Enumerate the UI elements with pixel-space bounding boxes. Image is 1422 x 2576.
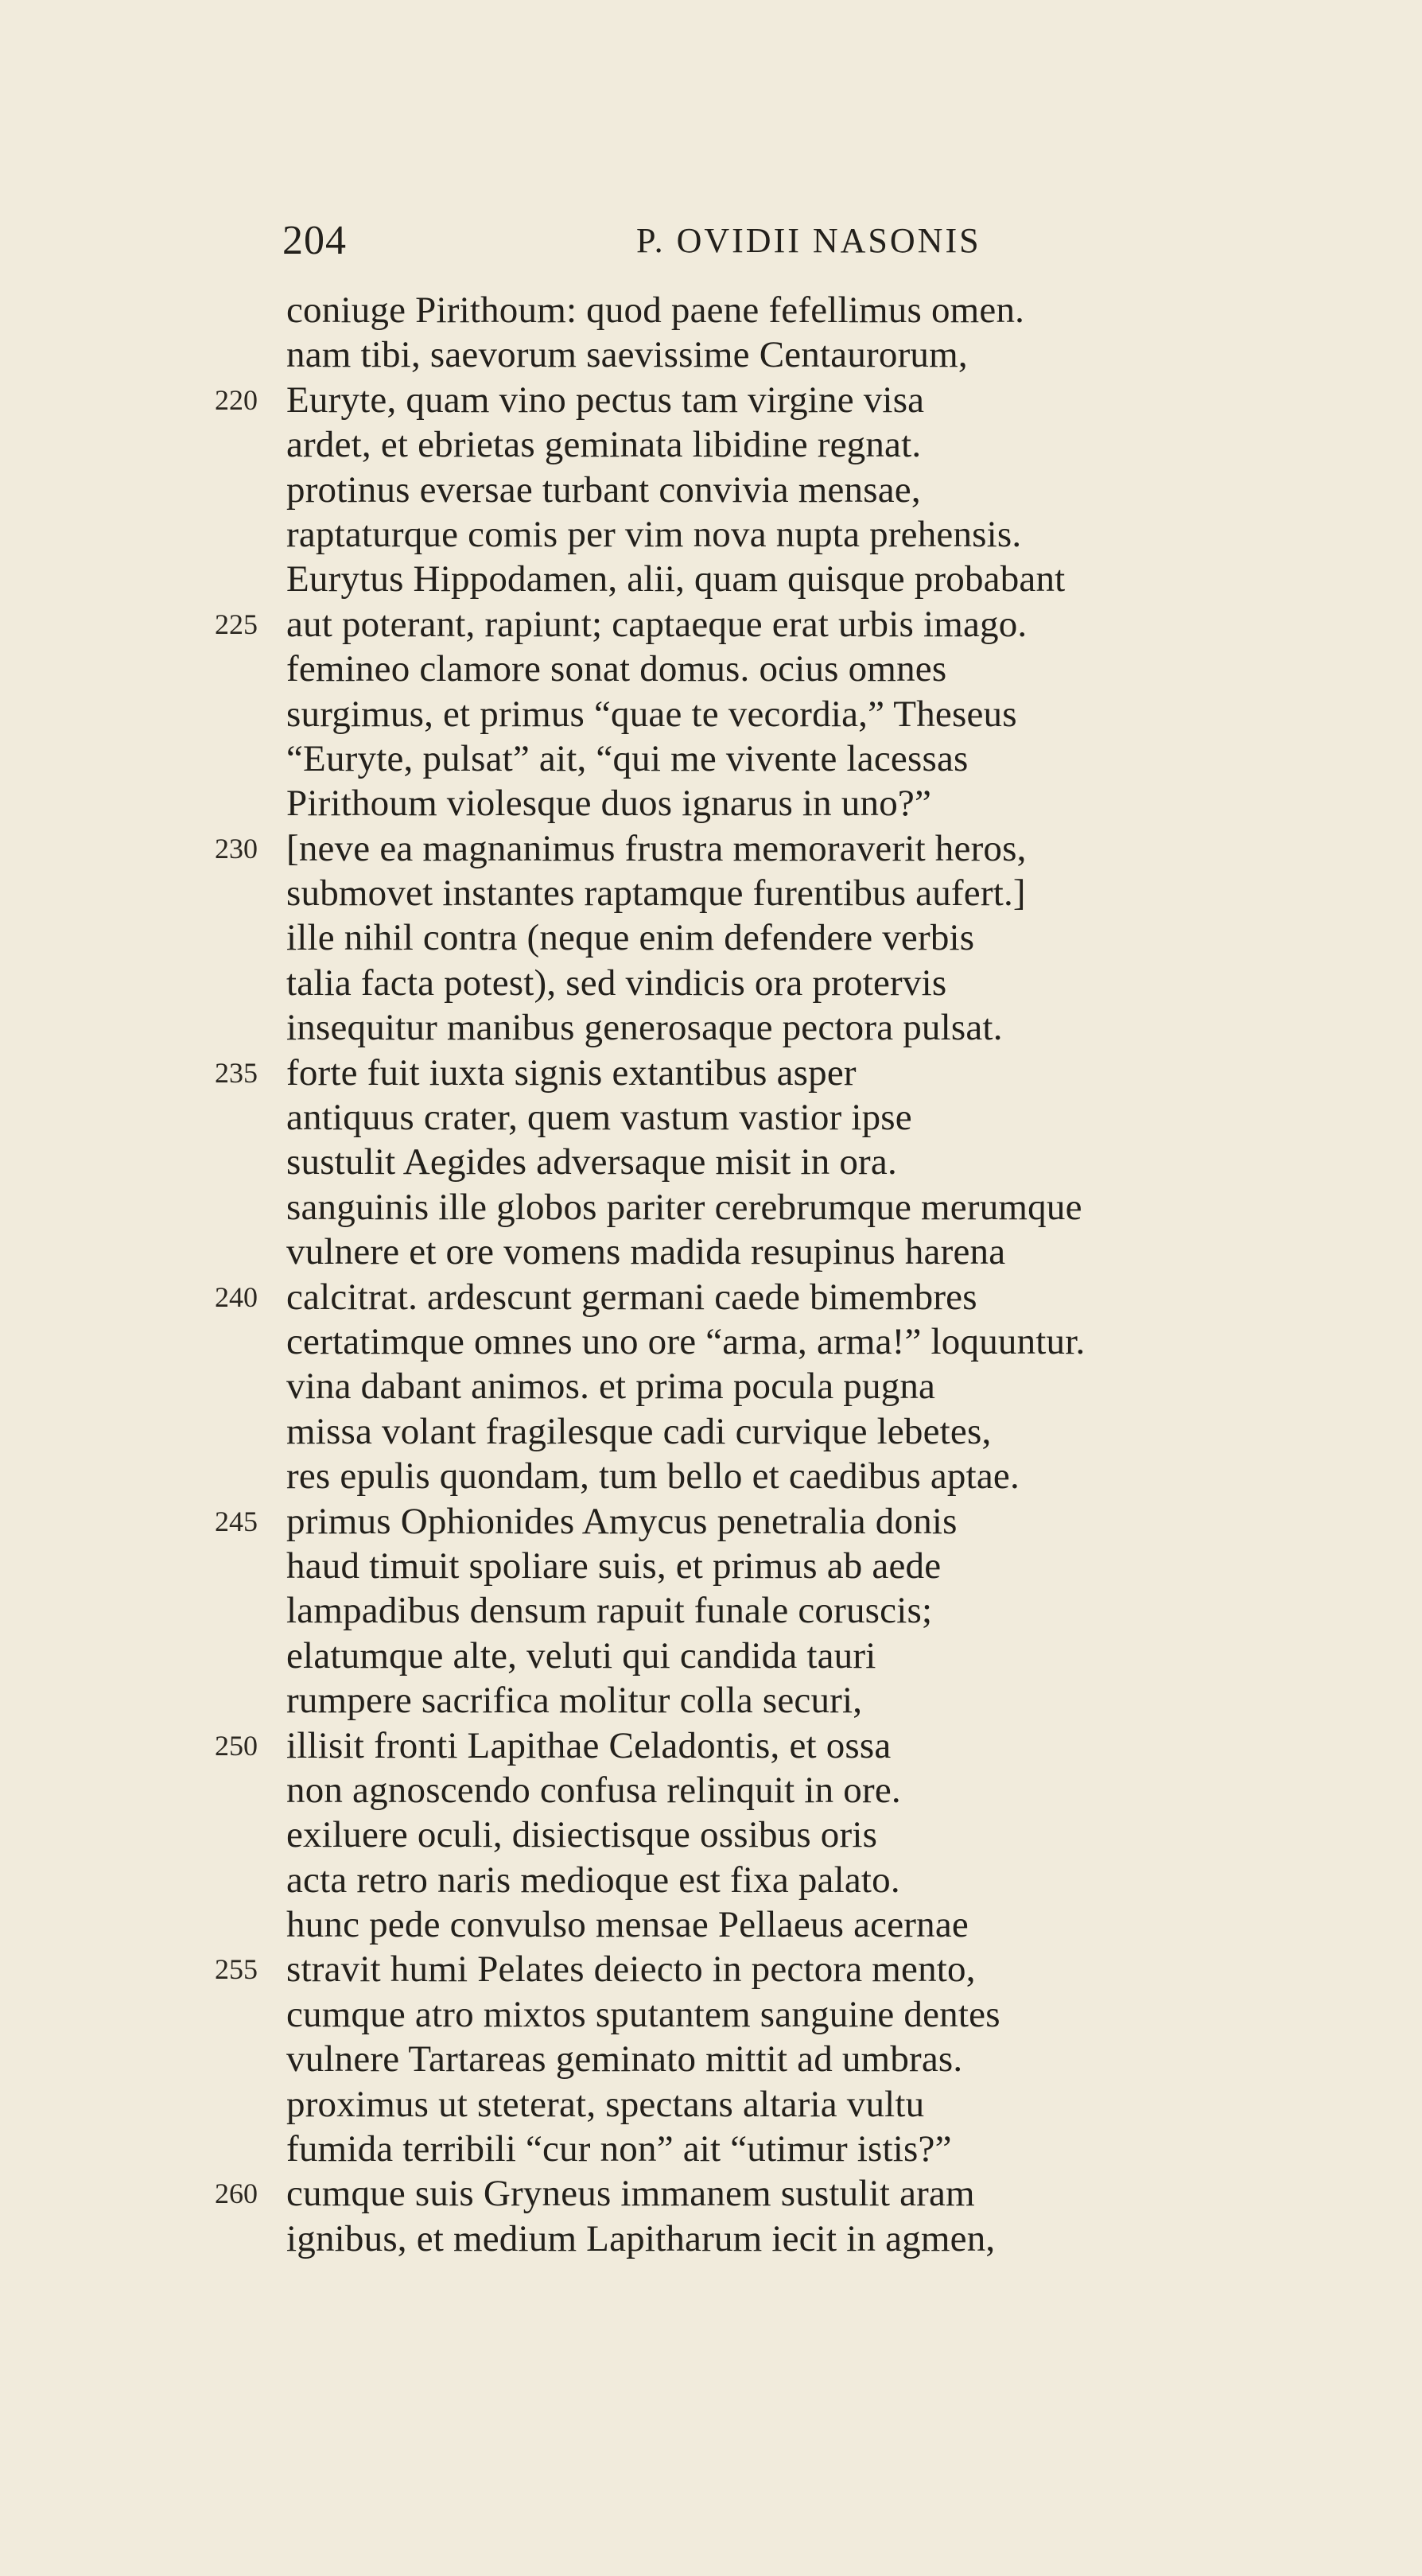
verse-line-text: non agnoscendo confusa relinquit in ore.: [286, 1769, 901, 1811]
line-number: 240: [215, 1280, 258, 1313]
verse-line: [0, 692, 1422, 736]
verse-line: [0, 1813, 1422, 1857]
line-number: 235: [215, 1056, 258, 1089]
verse-line-text: Euryte, quam vino pectus tam virgine visa: [286, 379, 925, 421]
verse-line-text: ignibus, et medium Lapitharum iecit in agmen,: [286, 2217, 996, 2259]
verse-line: [0, 2082, 1422, 2127]
line-number: 250: [215, 1729, 258, 1762]
verse-line: [0, 1454, 1422, 1498]
verse-line: [0, 422, 1422, 467]
verse-line: [0, 1364, 1422, 1408]
verse-line: [0, 1319, 1422, 1364]
line-number: 220: [215, 383, 258, 416]
verse-line: [0, 1499, 1422, 1544]
verse-line: [0, 1947, 1422, 1991]
verse-line-text: cumque suis Gryneus immanem sustulit aram: [286, 2173, 975, 2215]
verse-line-text: sustulit Aegides adversaque misit in ora.: [286, 1141, 897, 1183]
verse-line-text: aut poterant, rapiunt; captaeque erat urbis imago.: [286, 603, 1028, 645]
verse-line: [0, 1051, 1422, 1095]
line-number: 225: [215, 608, 258, 640]
verse-line: [0, 1409, 1422, 1454]
verse-line: [0, 1723, 1422, 1768]
verse-line: [0, 1992, 1422, 2037]
verse-line: [0, 736, 1422, 781]
verse-line-text: stravit humi Pelates deiecto in pectora mento,: [286, 1949, 976, 1991]
verse-line-text: elatumque alte, veluti qui candida tauri: [286, 1634, 876, 1677]
verse-line-text: raptaturque comis per vim nova nupta prehensis.: [286, 513, 1022, 555]
verse-line: [0, 1185, 1422, 1230]
line-number: 245: [215, 1505, 258, 1537]
verse-line-text: cumque atro mixtos sputantem sanguine dentes: [286, 1993, 1000, 2035]
verse-line-text: submovet instantes raptamque furentibus aufert.]: [286, 872, 1026, 915]
verse-line: [0, 468, 1422, 512]
verse-line: [0, 2127, 1422, 2171]
verse-line-text: vulnere Tartareas geminato mittit ad umbras.: [286, 2038, 963, 2081]
verse-line-text: vina dabant animos. et prima pocula pugna: [286, 1366, 936, 1408]
page-header: [282, 213, 1022, 269]
verse-line-text: [neve ea magnanimus frustra memoraverit heros,: [286, 827, 1027, 869]
verse-line-text: res epulis quondam, tum bello et caedibus aptae.: [286, 1455, 1020, 1498]
verse-line-text: nam tibi, saevorum saevissime Centaurorum,: [286, 334, 968, 376]
verse-line-text: primus Ophionides Amycus penetralia donis: [286, 1500, 958, 1542]
verse-line-text: certatimque omnes uno ore “arma, arma!” loquuntur.: [286, 1320, 1086, 1362]
verse-line-text: ille nihil contra (neque enim defendere verbis: [286, 917, 975, 959]
verse-line: [0, 1678, 1422, 1723]
verse-line: [0, 647, 1422, 691]
verse-line: [0, 1544, 1422, 1588]
verse-line: [0, 512, 1422, 557]
verse-line-text: rumpere sacrifica molitur colla securi,: [286, 1680, 863, 1722]
verse-line-text: coniuge Pirithoum: quod paene fefellimus omen.: [286, 289, 1025, 331]
verse-line-text: hunc pede convulso mensae Pellaeus acernae: [286, 1904, 969, 1946]
verse-line-text: antiquus crater, quem vastum vastior ipse: [286, 1097, 912, 1139]
verse-line: [0, 2171, 1422, 2216]
verse-line: [0, 1768, 1422, 1813]
verse-line-text: haud timuit spoliare suis, et primus ab aede: [286, 1544, 942, 1587]
verse-line-text: acta retro naris medioque est fixa palato.: [286, 1859, 900, 1901]
verse-line-text: insequitur manibus generosaque pectora pulsat.: [286, 1007, 1003, 1049]
verse-line-text: missa volant fragilesque cadi curvique lebetes,: [286, 1410, 992, 1452]
verse-line-text: calcitrat. ardescunt germani caede bimembres: [286, 1276, 977, 1318]
page-number: 204: [282, 218, 347, 263]
verse-line-text: Eurytus Hippodamen, alii, quam quisque probabant: [286, 558, 1066, 600]
verse-line: [0, 871, 1422, 915]
verse-line-text: sanguinis ille globos pariter cerebrumque merumque: [286, 1186, 1082, 1228]
verse-line-text: lampadibus densum rapuit funale coruscis;: [286, 1590, 933, 1632]
verse-line: [0, 2217, 1422, 2261]
verse-line-text: Pirithoum violesque duos ignarus in uno?”: [286, 783, 932, 825]
verse-line: [0, 288, 1422, 332]
line-number: 230: [215, 832, 258, 864]
verse-line-text: fumida terribili “cur non” ait “utimur istis?”: [286, 2128, 952, 2170]
verse-line: [0, 2037, 1422, 2081]
verse-line-text: “Euryte, pulsat” ait, “qui me vivente lacessas: [286, 737, 969, 779]
line-number: 255: [215, 1953, 258, 1986]
verse-line: [0, 1902, 1422, 1947]
verse-line-text: talia facta potest), sed vindicis ora protervis: [286, 962, 947, 1004]
verse-line-text: protinus eversae turbant convivia mensae,: [286, 468, 921, 511]
verse-line: [0, 1634, 1422, 1678]
verse-line-text: forte fuit iuxta signis extantibus asper: [286, 1051, 857, 1094]
verse-line-text: proximus ut steterat, spectans altaria vultu: [286, 2083, 925, 2125]
verse-line-text: illisit fronti Lapithae Celadontis, et ossa: [286, 1724, 892, 1766]
verse-line: [0, 1230, 1422, 1274]
verse-line-text: vulnere et ore vomens madida resupinus harena: [286, 1231, 1006, 1273]
verse-line-text: femineo clamore sonat domus. ocius omnes: [286, 648, 947, 690]
running-title: P. OVIDII NASONIS: [636, 221, 981, 260]
verse-line: [0, 332, 1422, 377]
verse-line: [0, 781, 1422, 826]
verse-line: [0, 602, 1422, 647]
verse-text-block: [0, 288, 1422, 2261]
verse-line: [0, 826, 1422, 871]
verse-line: [0, 557, 1422, 601]
verse-line: [0, 1275, 1422, 1319]
verse-line-text: ardet, et ebrietas geminata libidine regnat.: [286, 424, 922, 466]
verse-line: [0, 1095, 1422, 1140]
line-number: 260: [215, 2178, 258, 2210]
verse-line-text: surgimus, et primus “quae te vecordia,” Theseus: [286, 693, 1017, 735]
verse-line: [0, 961, 1422, 1005]
verse-line: [0, 1005, 1422, 1050]
verse-line-text: exiluere oculi, disiectisque ossibus oris: [286, 1814, 878, 1856]
verse-line: [0, 1140, 1422, 1184]
verse-line: [0, 378, 1422, 422]
verse-line: [0, 915, 1422, 960]
verse-line: [0, 1858, 1422, 1902]
verse-line: [0, 1588, 1422, 1633]
